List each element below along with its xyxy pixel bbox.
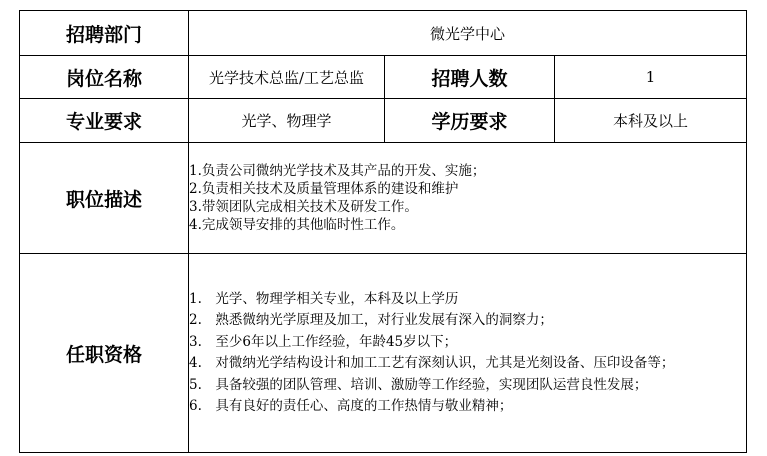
position-value: 光学技术总监/工艺总监 — [189, 56, 385, 99]
qualification-line: 3. 至少6年以上工作经验，年龄45岁以下； — [189, 333, 458, 350]
department-row — [20, 11, 747, 56]
qualification-line: 5. 具备较强的团队管理、培训、激励等工作经验，实现团队运营良性发展； — [189, 376, 648, 393]
headcount-label: 招聘人数 — [385, 56, 555, 99]
major-label: 专业要求 — [20, 99, 189, 143]
description-content — [189, 143, 747, 254]
education-value: 本科及以上 — [555, 99, 747, 143]
job-posting-table — [19, 10, 747, 453]
qualification-line: 2. 熟悉微纳光学原理及加工，对行业发展有深入的洞察力； — [189, 312, 553, 328]
description-line: 1.负责公司微纳光学技术及其产品的开发、实施； — [189, 163, 486, 179]
department-value: 微光学中心 — [189, 11, 747, 56]
qualifications-row — [20, 254, 747, 453]
education-label: 学历要求 — [385, 99, 555, 143]
requirements-row — [20, 99, 747, 143]
description-row — [20, 143, 747, 254]
position-label: 岗位名称 — [20, 56, 189, 99]
headcount-value: 1 — [555, 56, 747, 99]
position-row — [20, 56, 747, 99]
description-line: 3.带领团队完成相关技术及研发工作。 — [189, 199, 418, 215]
description-line: 4.完成领导安排的其他临时性工作。 — [189, 217, 405, 233]
qualifications-content — [189, 254, 747, 453]
qualification-line: 4. 对微纳光学结构设计和加工工艺有深刻认识，尤其是光刻设备、压印设备等； — [189, 355, 675, 371]
qualification-line: 1. 光学、物理学相关专业，本科及以上学历 — [189, 290, 459, 307]
qualification-line: 6. 具有良好的责任心、高度的工作热情与敬业精神； — [189, 398, 513, 414]
major-value: 光学、物理学 — [189, 99, 385, 143]
description-line: 2.负责相关技术及质量管理体系的建设和维护 — [189, 181, 459, 197]
description-label: 职位描述 — [20, 143, 189, 254]
department-label: 招聘部门 — [20, 11, 189, 56]
qualifications-label: 任职资格 — [20, 254, 189, 453]
